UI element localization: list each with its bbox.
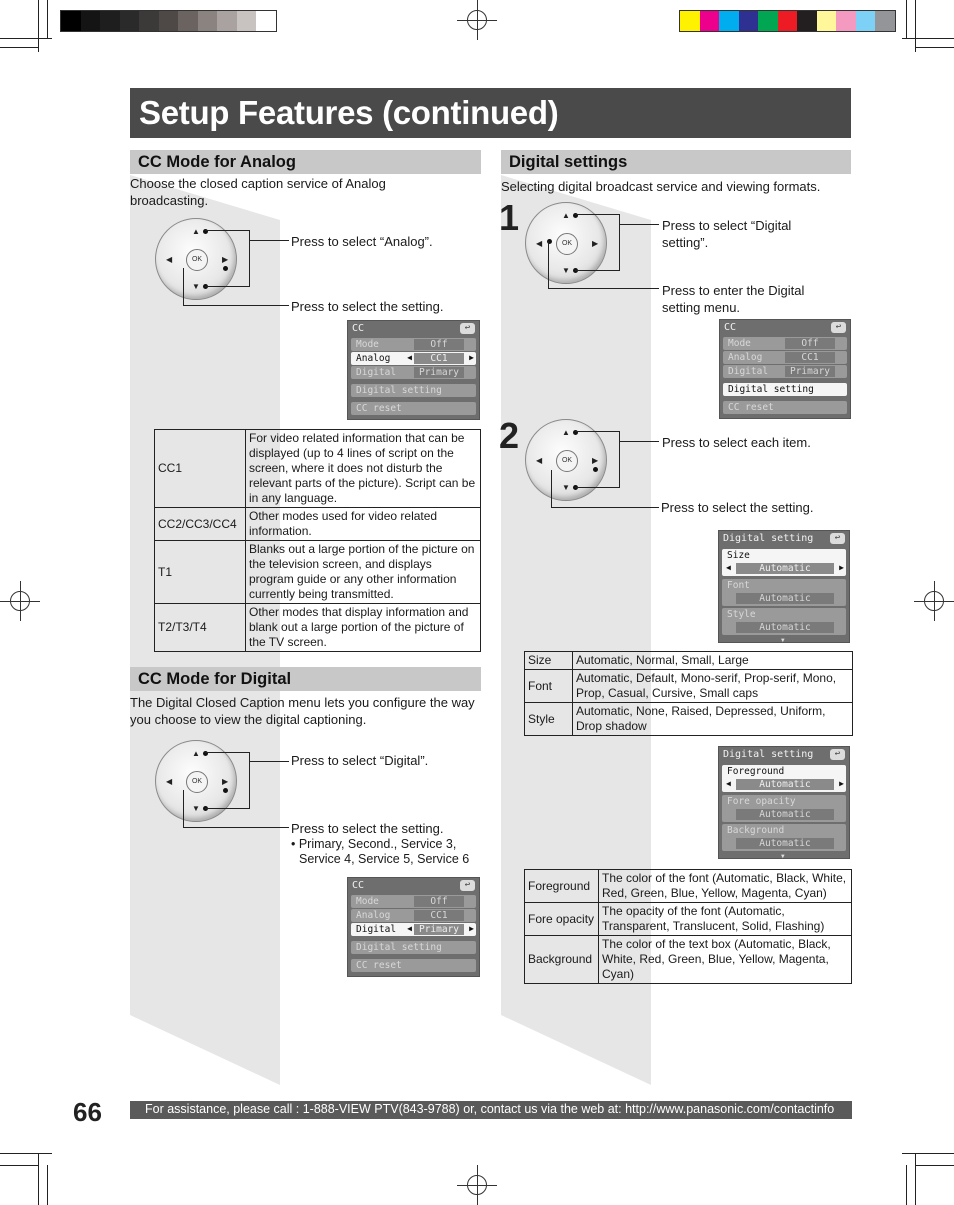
osd-menu-item[interactable]	[351, 384, 476, 397]
color-swatch	[856, 11, 876, 31]
color-swatch	[719, 11, 739, 31]
gray-color-bar	[60, 10, 277, 32]
osd-menu-item[interactable]	[722, 608, 846, 635]
page-title-bar	[130, 88, 851, 138]
section-title-digital-settings: Digital settings	[509, 153, 628, 171]
color-swatch	[120, 11, 140, 31]
color-swatch	[81, 11, 101, 31]
table-row	[525, 903, 852, 936]
section-title-analog: CC Mode for Analog	[138, 153, 296, 171]
digital-setting-osd-colors	[718, 746, 850, 859]
osd-item-label: Font	[727, 580, 750, 591]
osd-item-label: CC reset	[356, 403, 402, 414]
color-swatch	[875, 11, 895, 31]
table-description: Other modes that display information and blank out a large portion of the picture of the TV screen.	[246, 604, 481, 652]
scroll-down-icon: ▼	[781, 853, 785, 860]
osd-menu-item[interactable]	[351, 959, 476, 972]
osd-item-value: CC1	[414, 353, 464, 364]
osd-menu-item[interactable]	[722, 824, 846, 851]
left-arrow-icon: ◀	[536, 456, 543, 465]
step-number-2: 2	[499, 415, 520, 456]
osd-item-label: Digital setting	[728, 384, 814, 395]
footer-assistance-text: For assistance, please call : 1-888-VIEW PTV(843-9788) or, contact us via the web at: http://www.panasonic.com/contactinfo	[145, 1102, 835, 1116]
osd-item-value: CC1	[785, 352, 835, 363]
table-description: Automatic, Default, Mono-serif, Prop-serif, Mono, Prop, Casual, Cursive, Small caps	[573, 670, 853, 703]
table-term: Style	[525, 703, 573, 736]
section-title-digital-mode: CC Mode for Digital	[138, 670, 292, 688]
color-swatch	[739, 11, 759, 31]
table-row	[155, 604, 481, 652]
right-arrow-icon: ▶	[222, 255, 229, 264]
osd-item-label: Analog	[356, 910, 391, 921]
color-swatch	[700, 11, 720, 31]
section-header-analog	[130, 150, 481, 174]
color-swatch	[778, 11, 798, 31]
step1-callout-select: Press to select “Digital setting”.	[662, 218, 792, 250]
osd-item-label: Analog	[728, 352, 763, 363]
analog-callout-select: Press to select “Analog”.	[291, 234, 433, 249]
osd-menu-item[interactable]	[723, 337, 847, 350]
osd-item-value: Automatic	[736, 838, 834, 849]
table-description: Blanks out a large portion of the picture on the television screen, and displays program guide or any other information currently being transmitted.	[246, 541, 481, 604]
step2-callout-select: Press to select each item.	[662, 435, 811, 450]
registration-mark-right	[914, 581, 954, 621]
ok-button[interactable]: OK	[556, 450, 578, 472]
osd-title: CC	[352, 323, 365, 334]
osd-title: Digital setting	[723, 533, 814, 544]
osd-item-label: Digital	[728, 366, 769, 377]
osd-item-label: CC reset	[356, 960, 402, 971]
registration-mark-top	[457, 0, 497, 40]
table-term: CC2/CC3/CC4	[155, 508, 246, 541]
osd-menu-item[interactable]	[722, 765, 846, 792]
table-description: The color of the text box (Automatic, Black, White, Red, Green, Blue, Yellow, Magenta, Cyan)	[599, 936, 852, 984]
right-arrow-icon: ▶	[592, 239, 599, 248]
color-swatch	[836, 11, 856, 31]
osd-item-label: Mode	[356, 896, 379, 907]
left-arrow-icon: ◀	[536, 239, 543, 248]
table-row	[155, 508, 481, 541]
color-swatch	[256, 11, 276, 31]
table-description: Automatic, None, Raised, Depressed, Uniform, Drop shadow	[573, 703, 853, 736]
osd-item-label: Foreground	[727, 766, 785, 777]
left-arrow-icon: ◀	[166, 255, 173, 264]
color-swatch	[139, 11, 159, 31]
right-arrow-icon: ▶	[839, 563, 844, 572]
up-arrow-icon: ▲	[562, 428, 570, 437]
table-row	[525, 936, 852, 984]
table-term: Background	[525, 936, 599, 984]
table-row	[525, 670, 853, 703]
cc-menu-osd-digital	[347, 877, 480, 977]
osd-menu-item[interactable]	[723, 351, 847, 364]
table-term: T1	[155, 541, 246, 604]
table-term: Foreground	[525, 870, 599, 903]
osd-menu-item[interactable]	[351, 941, 476, 954]
osd-item-label: Digital	[356, 367, 397, 378]
return-icon: ↩	[460, 323, 475, 334]
table-term: Size	[525, 652, 573, 670]
ok-button[interactable]: OK	[556, 233, 578, 255]
up-arrow-icon: ▲	[192, 227, 200, 236]
osd-item-value: Automatic	[736, 593, 834, 604]
osd-menu-item[interactable]	[351, 895, 476, 908]
osd-title: CC	[724, 322, 737, 333]
analog-callout-setting: Press to select the setting.	[291, 299, 444, 314]
table-description: For video related information that can be displayed (up to 4 lines of script on the screen, where it does not disturb the relevant parts of the picture). Script can be in any language.	[246, 430, 481, 508]
up-arrow-icon: ▲	[562, 211, 570, 220]
table-description: Other modes used for video related information.	[246, 508, 481, 541]
left-arrow-icon: ◀	[407, 924, 412, 933]
table-row	[525, 652, 853, 670]
step2-callout-setting: Press to select the setting.	[661, 500, 814, 515]
registration-mark-left	[0, 581, 40, 621]
color-swatch	[178, 11, 198, 31]
color-swatch	[159, 11, 179, 31]
osd-item-label: Digital setting	[356, 385, 442, 396]
right-arrow-icon: ▶	[222, 777, 229, 786]
osd-menu-item[interactable]	[722, 579, 846, 606]
osd-item-value: Automatic	[736, 809, 834, 820]
right-arrow-icon: ▶	[469, 924, 474, 933]
osd-item-value: Off	[414, 896, 464, 907]
down-arrow-icon: ▼	[562, 266, 570, 275]
color-swatch	[198, 11, 218, 31]
table-term: CC1	[155, 430, 246, 508]
digital-mode-callout-setting: Press to select the setting.	[291, 821, 444, 836]
osd-menu-item[interactable]	[351, 923, 476, 936]
osd-menu-item[interactable]	[722, 795, 846, 822]
digital-mode-intro: The Digital Closed Caption menu lets you configure the way you choose to view the digital captioning.	[130, 695, 475, 727]
osd-menu-item[interactable]	[351, 366, 476, 379]
down-arrow-icon: ▼	[192, 282, 200, 291]
right-arrow-icon: ▶	[469, 353, 474, 362]
osd-item-value: Automatic	[736, 622, 834, 633]
return-icon: ↩	[460, 880, 475, 891]
right-arrow-icon: ▶	[592, 456, 599, 465]
table-row	[155, 541, 481, 604]
osd-item-value: Automatic	[736, 563, 834, 574]
color-swatch	[100, 11, 120, 31]
left-arrow-icon: ◀	[407, 353, 412, 362]
registration-mark-bottom	[457, 1165, 497, 1205]
table-term: Font	[525, 670, 573, 703]
step-number-1: 1	[499, 197, 520, 238]
return-icon: ↩	[830, 749, 845, 760]
color-swatch	[817, 11, 837, 31]
osd-menu-item[interactable]	[722, 549, 846, 576]
color-swatch	[680, 11, 700, 31]
left-arrow-icon: ◀	[166, 777, 173, 786]
return-icon: ↩	[830, 533, 845, 544]
osd-menu-item[interactable]	[723, 401, 847, 414]
osd-item-value: CC1	[414, 910, 464, 921]
digital-setting-osd-size-font-style	[718, 530, 850, 643]
table-description: The color of the font (Automatic, Black, White, Red, Green, Blue, Yellow, Magenta, Cyan)	[599, 870, 852, 903]
section-header-digital-settings	[501, 150, 851, 174]
table-row	[525, 870, 852, 903]
ok-button[interactable]: OK	[186, 249, 208, 271]
osd-item-label: CC reset	[728, 402, 774, 413]
ok-button[interactable]: OK	[186, 771, 208, 793]
page-title: Setup Features (continued)	[139, 94, 559, 131]
table-term: T2/T3/T4	[155, 604, 246, 652]
digital-mode-callout-select: Press to select “Digital”.	[291, 753, 429, 768]
cc-menu-osd-step1	[719, 319, 851, 419]
osd-menu-item[interactable]	[723, 383, 847, 396]
down-arrow-icon: ▼	[562, 483, 570, 492]
cc-menu-osd-analog	[347, 320, 480, 420]
osd-item-label: Style	[727, 609, 756, 620]
osd-item-value: Automatic	[736, 779, 834, 790]
process-color-bar	[679, 10, 896, 32]
osd-item-value: Primary	[785, 366, 835, 377]
osd-menu-item[interactable]	[351, 402, 476, 415]
color-swatch	[61, 11, 81, 31]
osd-title: Digital setting	[723, 749, 814, 760]
size-font-style-table	[524, 651, 853, 736]
osd-item-label: Background	[727, 825, 785, 836]
digital-mode-options: • Primary, Second., Service 3, Service 4, Service 5, Service 6	[291, 837, 470, 866]
section-header-digital-mode	[130, 667, 481, 691]
color-opacity-table	[524, 869, 852, 984]
table-description: The opacity of the font (Automatic, Transparent, Translucent, Solid, Flashing)	[599, 903, 852, 936]
osd-item-value: Primary	[414, 924, 464, 935]
left-arrow-icon: ◀	[726, 563, 731, 572]
analog-mode-table	[154, 429, 481, 652]
osd-item-label: Mode	[728, 338, 751, 349]
footer-bar	[130, 1101, 852, 1119]
osd-item-label: Digital setting	[356, 942, 442, 953]
color-swatch	[758, 11, 778, 31]
digital-settings-intro: Selecting digital broadcast service and viewing formats.	[501, 179, 821, 194]
osd-menu-item[interactable]	[723, 365, 847, 378]
table-term: Fore opacity	[525, 903, 599, 936]
osd-menu-item[interactable]	[351, 352, 476, 365]
color-swatch	[797, 11, 817, 31]
osd-item-value: Off	[785, 338, 835, 349]
down-arrow-icon: ▼	[192, 804, 200, 813]
scroll-down-icon: ▼	[781, 637, 785, 644]
table-row	[525, 703, 853, 736]
table-row	[155, 430, 481, 508]
table-description: Automatic, Normal, Small, Large	[573, 652, 853, 670]
osd-item-value: Primary	[414, 367, 464, 378]
osd-menu-item[interactable]	[351, 909, 476, 922]
osd-menu-item[interactable]	[351, 338, 476, 351]
step1-callout-enter: Press to enter the Digital setting menu.	[662, 283, 805, 315]
osd-item-label: Fore opacity	[727, 796, 796, 807]
return-icon: ↩	[831, 322, 846, 333]
page-number: 66	[73, 1097, 102, 1127]
up-arrow-icon: ▲	[192, 749, 200, 758]
color-swatch	[217, 11, 237, 31]
osd-item-label: Mode	[356, 339, 379, 350]
left-arrow-icon: ◀	[726, 779, 731, 788]
osd-item-value: Off	[414, 339, 464, 350]
right-arrow-icon: ▶	[839, 779, 844, 788]
color-swatch	[237, 11, 257, 31]
analog-intro: Choose the closed caption service of Analog broadcasting.	[130, 176, 386, 208]
osd-item-label: Size	[727, 550, 750, 561]
osd-title: CC	[352, 880, 365, 891]
osd-item-label: Analog	[356, 353, 391, 364]
osd-item-label: Digital	[356, 924, 397, 935]
